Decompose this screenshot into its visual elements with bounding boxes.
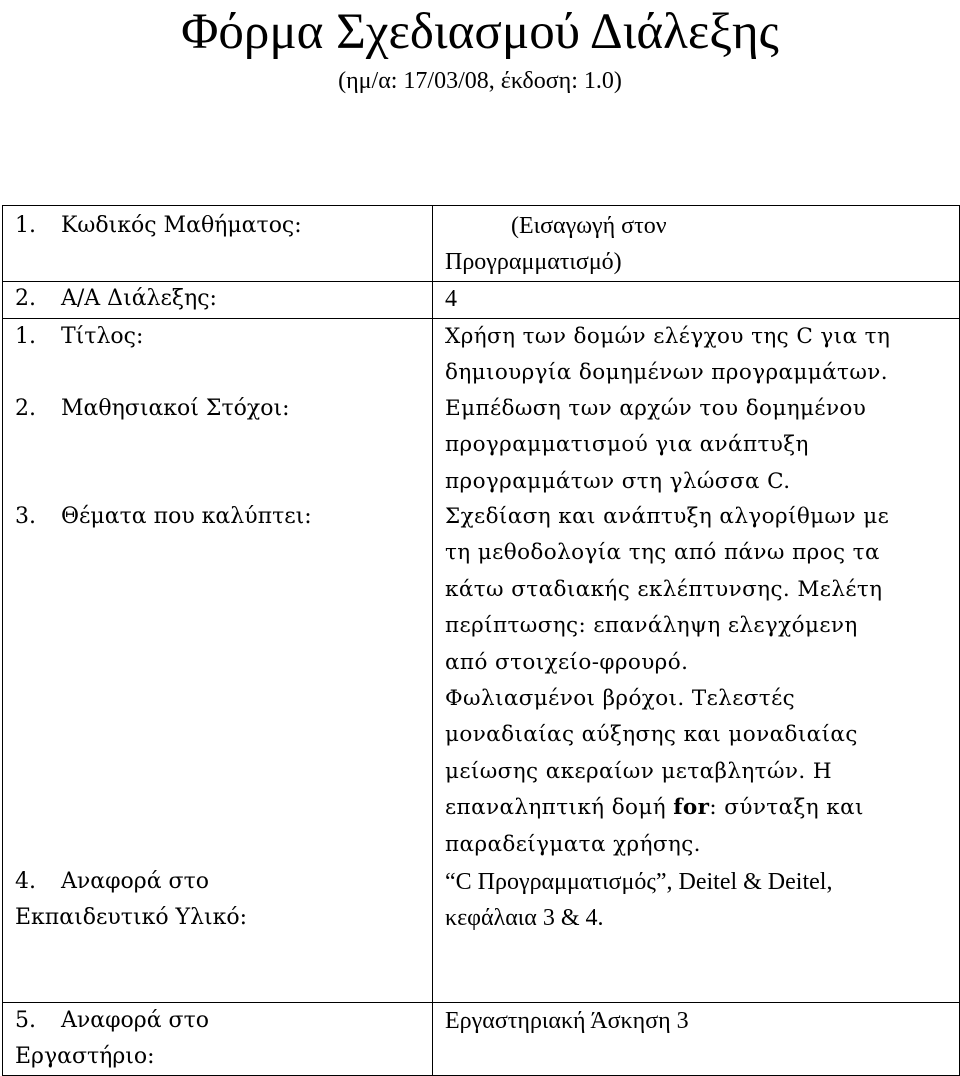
material-number: 4. <box>15 869 36 894</box>
cell-lab-value <box>433 1003 960 1076</box>
topics-line-9-after: : σύνταξη και <box>709 795 864 821</box>
material-value <box>433 864 959 936</box>
topics-value <box>433 499 959 864</box>
row-details <box>3 319 960 1003</box>
cell-course-code-label <box>3 206 433 282</box>
objectives-value-line1: Εμπέδωση των αρχών του δομημένου <box>445 396 867 421</box>
objectives-label-text: Μαθησιακοί Στόχοι: <box>61 396 290 421</box>
course-code-label <box>3 206 432 244</box>
objectives-value-line3: προγραμμάτων στη γλώσσα C. <box>445 468 791 494</box>
topics-line-4: περίπτωσης: επανάληψη ελεγχόμενη <box>445 613 858 639</box>
row-course-code <box>3 206 960 282</box>
lecture-no-value: 4 <box>445 286 457 312</box>
course-code-label-text: Κωδικός Μαθήματος: <box>61 213 302 238</box>
topics-line-9-before: επαναληπτική δομή <box>445 795 674 821</box>
title-value <box>433 319 959 391</box>
title-value-line2: δημιουργία δομημένων προγραμμάτων. <box>445 360 888 386</box>
material-value-line2: κεφάλαια 3 & 4. <box>445 905 604 931</box>
topics-line-6: Φωλιασμένοι βρόχοι. Τελεστές <box>445 686 796 712</box>
cell-lecture-no-label <box>3 282 433 319</box>
topics-line-5: από στοιχείο-φρουρό. <box>445 649 689 675</box>
topics-line-7: μοναδιαίας αύξησης και μοναδιαίας <box>445 722 858 748</box>
lecture-form-table <box>2 205 960 1076</box>
material-value-line1: “C Προγραμματισμός”, Deitel & Deitel, <box>445 869 833 895</box>
material-label-line1: Αναφορά στο <box>61 869 209 894</box>
topics-label-text: Θέματα που καλύπτει: <box>61 504 312 529</box>
objectives-value <box>433 391 959 499</box>
objectives-label <box>3 391 432 499</box>
row-lab <box>3 1003 960 1076</box>
cell-details-labels <box>3 319 433 1003</box>
lab-label-line2: Εργαστήριο: <box>15 1044 155 1069</box>
lecture-no-number: 2. <box>15 286 36 311</box>
title-label <box>3 319 432 391</box>
cell-course-code-value <box>433 206 960 282</box>
material-label <box>3 864 432 936</box>
lecture-no-label-text: Α/Α Διάλεξης: <box>61 286 217 311</box>
material-label-line2: Εκπαιδευτικό Υλικό: <box>15 905 248 930</box>
page-title: Φόρμα Σχεδιασμού Διάλεξης <box>181 4 779 60</box>
lecture-no-label <box>3 282 432 316</box>
topics-line-10: παραδείγματα χρήσης. <box>445 831 701 857</box>
lab-label-line1 <box>3 1003 432 1039</box>
version-subtitle: (ημ/α: 17/03/08, έκδοση: 1.0) <box>338 68 622 94</box>
topics-line-1: Σχεδίαση και ανάπτυξη αλγορίθμων με <box>445 504 890 529</box>
topics-line-3: κάτω σταδιακής εκλέπτυνσης. Μελέτη <box>445 576 883 602</box>
row-lecture-no <box>3 282 960 319</box>
topics-line-2: τη μεθοδολογία της από πάνω προς τα <box>445 540 880 566</box>
objectives-value-line2: προγραμματισμού για ανάπτυξη <box>445 432 809 458</box>
cell-details-values <box>433 319 960 1003</box>
cell-lecture-no-value <box>433 282 960 319</box>
topics-line-9-keyword: for <box>673 795 710 821</box>
objectives-number: 2. <box>15 396 36 421</box>
title-value-line1: Χρήση των δομών ελέγχου της C για τη <box>445 324 891 349</box>
cell-lab-label <box>3 1003 433 1076</box>
lab-number: 5. <box>15 1008 36 1033</box>
lab-value: Εργαστηριακή Άσκηση 3 <box>445 1008 689 1034</box>
course-code-value-line2: Προγραμματισμό) <box>445 249 622 275</box>
lab-label-text: Αναφορά στο <box>61 1008 209 1033</box>
title-label-text: Τίτλος: <box>61 324 144 349</box>
topics-number: 3. <box>15 504 36 529</box>
title-number: 1. <box>15 324 36 349</box>
topics-line-9 <box>433 790 959 826</box>
course-code-value-line1: (Εισαγωγή στον <box>511 213 667 239</box>
course-code-number: 1. <box>15 213 36 238</box>
topics-label <box>3 499 432 864</box>
topics-line-8: μείωσης ακεραίων μεταβλητών. Η <box>445 758 833 784</box>
